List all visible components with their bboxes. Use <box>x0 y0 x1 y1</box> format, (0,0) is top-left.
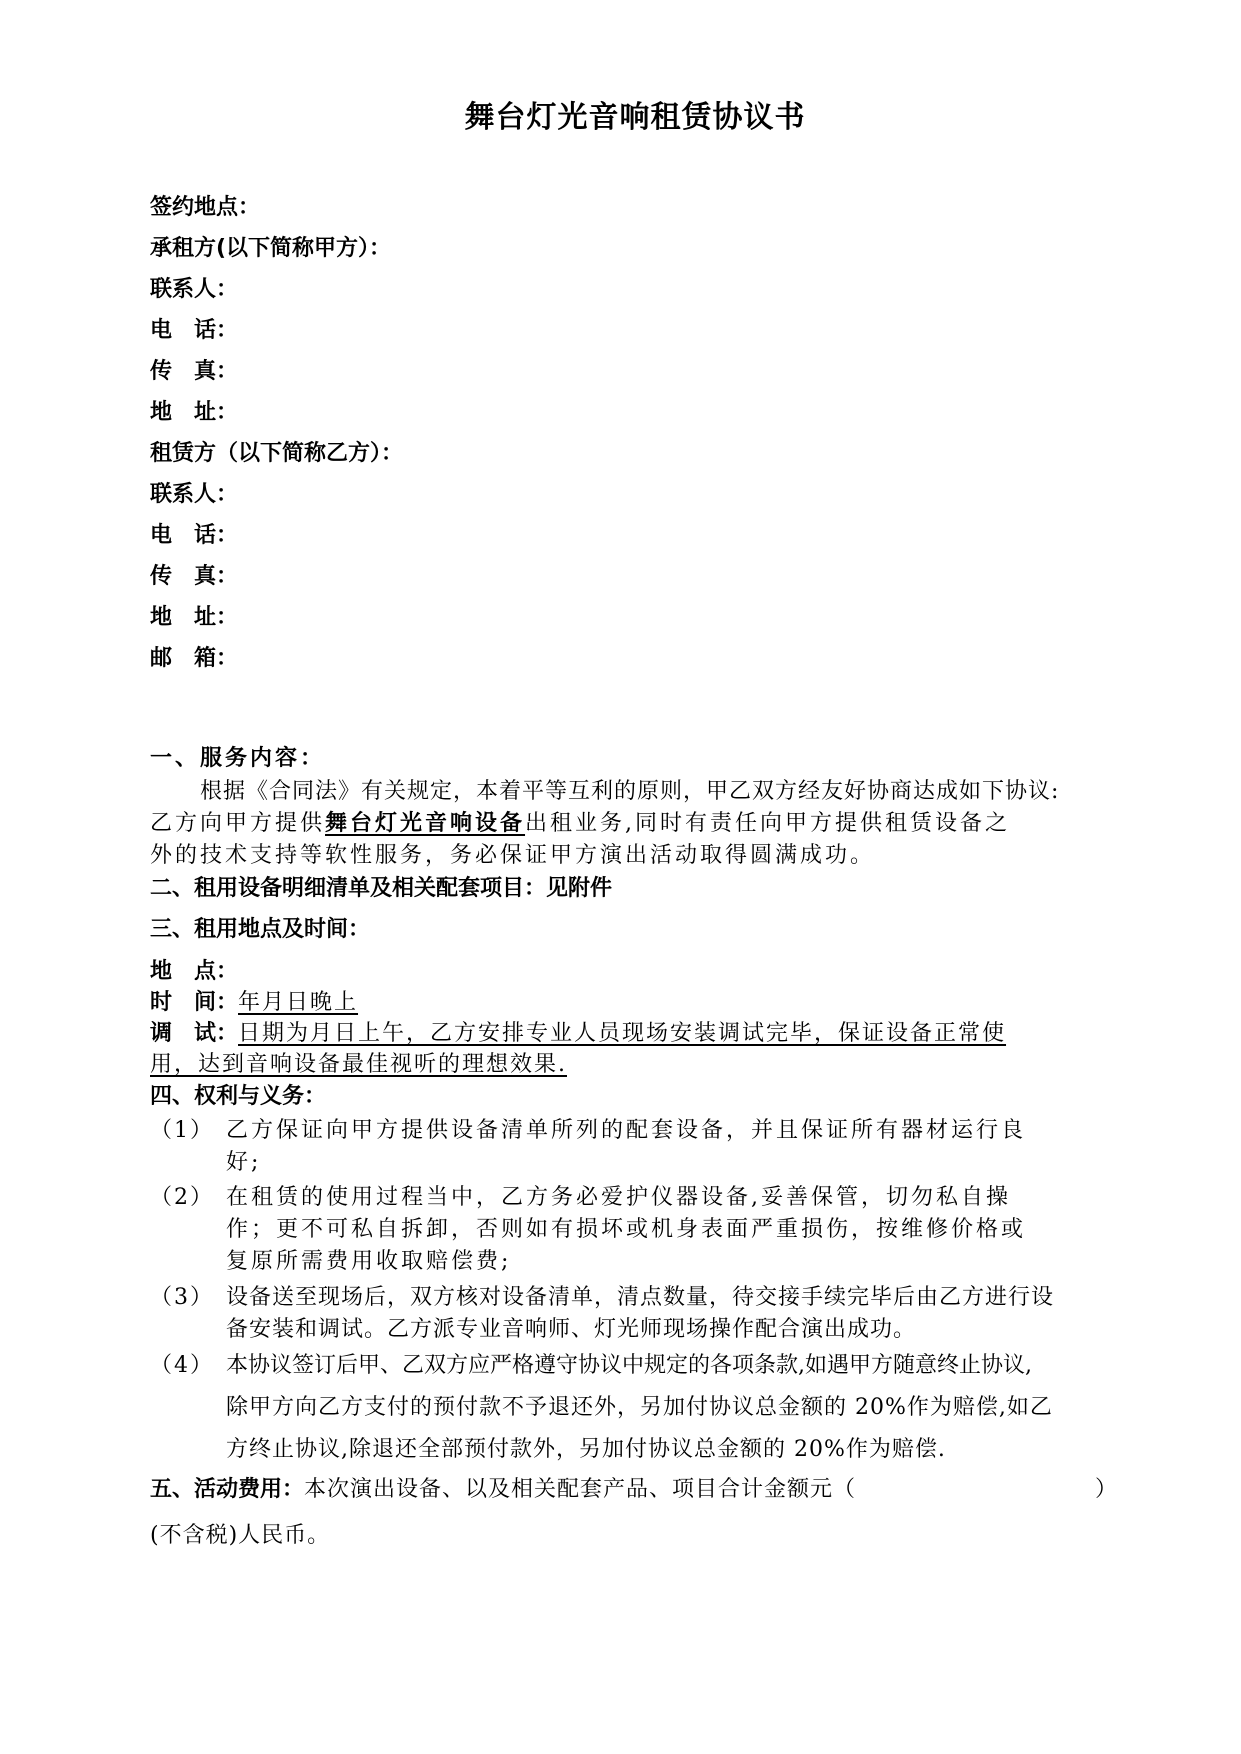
field-lessee-contact: 联系人： <box>150 277 239 302</box>
obligation-item-line: 备安装和调试。乙方派专业音响师、灯光师现场操作配合演出成功。 <box>226 1317 917 1342</box>
obligation-item-number: （4） <box>150 1353 214 1378</box>
activity-fee-text: 本次演出设备、以及相关配套产品、项目合计金额元（ <box>304 1477 857 1502</box>
obligation-item-line: 除甲方向乙方支付的预付款不予退还外，另加付协议总金额的 20%作为赔偿,如乙 <box>226 1395 1053 1420</box>
section-1-line-1: 根据《合同法》有关规定，本着平等互利的原则，甲乙双方经友好协商达成如下协议: <box>200 779 1060 804</box>
rental-time-label: 时 间： <box>150 990 239 1015</box>
section-3-heading: 三、租用地点及时间： <box>150 917 371 942</box>
obligation-item-line: 好; <box>226 1150 262 1175</box>
debug-label: 调 试： <box>150 1021 239 1046</box>
obligation-item-number: （1） <box>150 1118 214 1143</box>
obligation-item-number: （3） <box>150 1285 214 1310</box>
debug-value-1: 日期为月日上午，乙方安排专业人员现场安装调试完毕，保证设备正常使 <box>238 1021 1007 1046</box>
field-signing-place: 签约地点： <box>150 195 261 220</box>
field-lessee-phone: 电 话： <box>150 318 239 343</box>
field-rental-place: 地 点： <box>150 959 239 984</box>
obligation-item-number: （2） <box>150 1185 214 1210</box>
section-5-line-1 <box>150 1472 856 1503</box>
obligation-item-line: 复原所需费用收取赔偿费; <box>226 1249 512 1274</box>
debug-value-2: 用，达到音响设备最佳视听的理想效果. <box>150 1052 567 1077</box>
field-lessor-fax: 传 真： <box>150 564 239 589</box>
rental-time-value: 年月日晚上 <box>238 990 359 1015</box>
activity-fee-close-paren: ） <box>1095 1477 1120 1502</box>
field-lessor-phone: 电 话： <box>150 523 239 548</box>
equipment-name-highlight: 舞台灯光音响设备 <box>325 811 526 836</box>
obligation-item-line: 本协议签订后甲、乙双方应严格遵守协议中规定的各项条款,如遇甲方随意终止协议, <box>226 1353 1032 1378</box>
section-1-line-2-post: 出租业务,同时有责任向甲方提供租赁设备之 <box>525 811 1011 836</box>
field-lessor: 租赁方（以下简称乙方）： <box>150 441 404 466</box>
section-5-line-2: (不含税)人民币。 <box>150 1523 331 1548</box>
section-1-line-2 <box>150 806 1010 837</box>
section-1-heading: 一、服务内容： <box>150 746 326 771</box>
section-1-line-2-pre: 乙方向甲方提供 <box>150 811 326 836</box>
field-lessee: 承租方(以下简称甲方）： <box>150 236 392 261</box>
section-1-line-3: 外的技术支持等软性服务，务必保证甲方演出活动取得圆满成功。 <box>150 843 876 868</box>
field-lessee-address: 地 址： <box>150 400 239 425</box>
obligation-item-line: 在租赁的使用过程当中，乙方务必爱护仪器设备,妥善保管，切勿私自操 <box>226 1185 1011 1210</box>
section-4-heading: 四、权利与义务： <box>150 1084 327 1109</box>
obligation-item-line: 方终止协议,除退还全部预付款外，另加付协议总金额的 20%作为赔偿. <box>226 1437 946 1462</box>
section-5-heading: 五、活动费用： <box>150 1477 305 1502</box>
document-title: 舞台灯光音响租赁协议书 <box>464 100 806 135</box>
field-debug <box>150 1016 1006 1047</box>
obligation-item-line: 设备送至现场后，双方核对设备清单，清点数量，待交接手续完毕后由乙方进行设 <box>226 1285 1055 1310</box>
field-lessor-contact: 联系人： <box>150 482 239 507</box>
section-2-heading: 二、租用设备明细清单及相关配套项目：见附件 <box>150 876 613 901</box>
field-lessor-address: 地 址： <box>150 605 239 630</box>
field-lessee-fax: 传 真： <box>150 359 239 384</box>
obligation-item-line: 作；更不可私自拆卸，否则如有损坏或机身表面严重损伤，按维修价格或 <box>226 1217 1027 1242</box>
field-rental-time <box>150 985 358 1016</box>
obligation-item-line: 乙方保证向甲方提供设备清单所列的配套设备，并且保证所有器材运行良 <box>226 1118 1027 1143</box>
field-lessor-email: 邮 箱： <box>150 646 239 671</box>
